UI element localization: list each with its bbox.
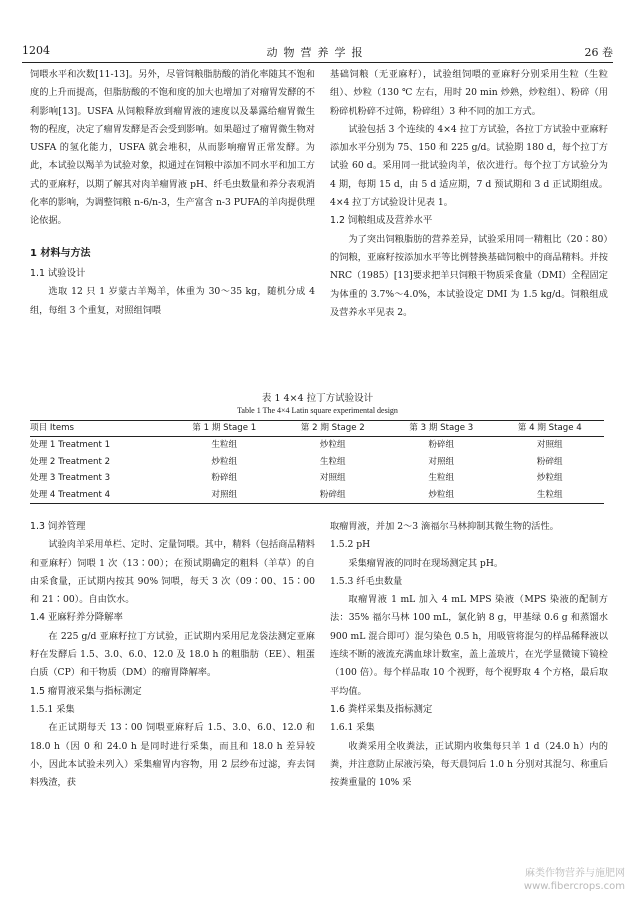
latin-square-table: [30, 420, 604, 504]
table-cell: 炒粒组: [536, 473, 563, 483]
subsubsection-heading: 1.6.1 采集: [330, 722, 375, 734]
table-caption: 表 1 4×4 拉丁方试验设计: [261, 393, 374, 404]
table-cell: 粉碎组: [428, 440, 455, 450]
table-cell: 处理 3 Treatment 3: [30, 473, 111, 483]
table-cell: 粉碎组: [279, 487, 388, 504]
table-cell: 粉碎组: [536, 456, 563, 467]
table-cell: 对照组: [428, 456, 455, 467]
right-column-bottom: [330, 518, 608, 792]
paragraph: 饲喂水平和次数[11-13]。另外，尽管饲粮脂肪酸的消化率随其不饱和度的上升而提高，但脂肪酸的不饱和度的加大也增加了对瘤胃发酵的不利影响[13]。USFA 从饲粮释放到瘤胃液的速度以及暴露给瘤胃微生物的程度，决定了瘤胃发酵是否会受到影响。如果超过了瘤胃微生物对 USFA 的氢化能力，USFA 就会堆积，从而影响瘤胃正常发酵。为此，本试验以羯羊为试验对象，拟通过在饲粮中添加不同水平和加工方式的亚麻籽，以期了解其对肉羊瘤胃液 pH、纤毛虫数量和养分表观消化率的影响，为调整饲粮 n-6/n-3，生产富含 n-3 PUFA的羊肉提供理论依据。: [30, 69, 315, 227]
paragraph: 基础饲粮（无亚麻籽），试验组饲喂的亚麻籽分别采用生粒（生粒组）、炒粒（130 ℃ 左右，用时 20 min 炒熟，炒粒组）、粉碎（用粉碎机粉碎不过筛，粉碎组）3 种不同的加工方式。: [330, 69, 608, 117]
subsection-heading: 1.3 饲养管理: [30, 521, 86, 532]
column-header: 项目 Items: [30, 421, 170, 437]
left-column-top: [30, 66, 315, 320]
table-caption-en: Table 1 The 4×4 Latin square experimental design: [237, 406, 398, 415]
table-header-row: [30, 421, 604, 437]
paragraph: 在 225 g/d 亚麻籽拉丁方试验，正试期内采用尼龙袋法测定亚麻籽在发酵后 1.5、3.0、6.0、12.0 及 18.0 h 的粗脂肪（EE）、粗蛋白质（CP）和干物质（DM）的瘤胃降解率。: [30, 630, 315, 679]
page-number: 1204: [22, 44, 50, 57]
paragraph: 收粪采用全收粪法，正试期内收集每只羊 1 d（24.0 h）内的粪，并注意防止尿液污染，每天晨饲后 1.0 h 分别对其混匀、称重后按粪重量的 10% 采: [330, 740, 608, 789]
paragraph: 在正试期每天 13∶00 饲喂亚麻籽后 1.5、3.0、6.0、12.0 和 18.0 h（因 0 和 24.0 h 是同时进行采集，而且和 18.0 h 差异较小，因此本试验未列入）采集瘤胃内容物，用 2 层纱布过滤，弃去饲料残渣，获: [30, 722, 315, 789]
left-column-bottom: [30, 518, 315, 792]
running-header: [22, 44, 613, 60]
watermark-line: www.fibercrops.com: [523, 881, 625, 892]
column-header: 第 1 期 Stage 1: [170, 421, 279, 437]
paragraph: 采集瘤胃液的同时在现场测定其 pH。: [348, 557, 504, 569]
column-header: 第 4 期 Stage 4: [496, 421, 605, 437]
paragraph: 为了突出饲粮脂肪的营养差异，试验采用同一精粗比（20∶80）的饲粮，亚麻籽按添加水平等比例替换基础饲粮中的商品精料。并按 NRC（1985）[13]要求把羊只饲粮干物质采食量（DMI）全程固定为体重的 3.7%～4.0%，本试验设定 DMI 为 1.5 kg/d。饲粮组成及营养水平见表 2。: [330, 233, 608, 318]
subsection-heading: 1.4 亚麻籽养分降解率: [30, 612, 123, 624]
paragraph: 取瘤胃液，并加 2～3 滴福尔马林抑制其微生物的活性。: [330, 521, 559, 532]
subsubsection-heading: 1.5.1 采集: [30, 703, 75, 715]
table-cell: 炒粒组: [211, 456, 238, 467]
table-cell: 对照组: [319, 473, 346, 483]
watermark-line: 麻类作物营养与施肥网: [525, 868, 625, 879]
subsection-heading: 1.5 瘤胃液采集与指标测定: [30, 685, 142, 697]
table-row: [30, 437, 604, 454]
column-header: 第 3 期 Stage 3: [387, 421, 496, 437]
table-cell: 处理 4 Treatment 4: [30, 487, 170, 504]
table-cell: 处理 2 Treatment 2: [30, 456, 111, 467]
paragraph: 选取 12 只 1 岁蒙古羊羯羊，体重为 30～35 kg，随机分成 4 组，每组 3 个重复，对照组饲喂: [30, 286, 315, 316]
table-cell: 生粒组: [496, 487, 605, 504]
subsection-heading: 1.2 饲粮组成及营养水平: [330, 215, 433, 227]
column-header: 第 2 期 Stage 2: [279, 421, 388, 437]
table-row: [30, 487, 604, 504]
table-cell: 对照组: [536, 440, 563, 450]
volume-label: 26 卷: [584, 46, 613, 59]
subsection-heading: 1.1 试验设计: [30, 267, 86, 279]
table-cell: 炒粒组: [387, 487, 496, 504]
paragraph: 取瘤胃液 1 mL 加入 4 mL MPS 染液（MPS 染液的配制方法：35% 福尔马林 100 mL，氯化钠 8 g，甲基绿 0.6 g 和蒸馏水 900 mL 混合即可）混匀染色 0.5 h，用吸管将混匀的样品稀释液以连续不断的液流充满血球计数室，盖上盖玻片，在光学显微镜下镜检（100 倍）。每个样品取 10 个视野，每个视野取 4 个方格，最后取平均值。: [330, 594, 608, 697]
table-cell: 处理 1 Treatment 1: [30, 440, 111, 450]
table-cell: 生粒组: [428, 473, 455, 483]
table-cell: 对照组: [170, 487, 279, 504]
subsection-heading: 1.6 粪样采集及指标测定: [330, 703, 433, 715]
table-cell: 生粒组: [319, 456, 346, 467]
section-heading: 1 材料与方法: [30, 247, 91, 259]
table-cell: 粉碎组: [211, 473, 238, 483]
right-column-top: [330, 66, 608, 322]
table-row: [30, 454, 604, 471]
table-cell: 生粒组: [211, 440, 238, 450]
subsubsection-heading: 1.5.2 pH: [330, 539, 371, 551]
subsubsection-heading: 1.5.3 纤毛虫数量: [330, 575, 403, 587]
table-row: [30, 470, 604, 487]
paragraph: 试验肉羊采用单栏、定时、定量饲喂。其中，精料（包括商品精料和亚麻籽）饲喂 1 次（13∶00）；在预试期确定的粗料（羊草）的自由采食量，正试期内按其 90% 饲喂，每天 3 次（09∶00、15∶00 和 21∶00）。自由饮水。: [30, 539, 315, 606]
watermark: [524, 867, 625, 893]
table-cell: 炒粒组: [319, 440, 346, 450]
header-rule: [22, 62, 613, 63]
journal-title: 动物营养学报: [266, 46, 369, 59]
paragraph: 试验包括 3 个连续的 4×4 拉丁方试验，各拉丁方试验中亚麻籽添加水平分别为 75、150 和 225 g/d。试验期 180 d，每个拉丁方试验 60 d。采用同一批试验肉羊，依次进行。每个拉丁方试验分为 4 期，每期 15 d，由 5 d 适应期，7 d 预试期和 3 d 正试期组成。4×4 拉丁方试验设计见表 1。: [330, 123, 608, 209]
